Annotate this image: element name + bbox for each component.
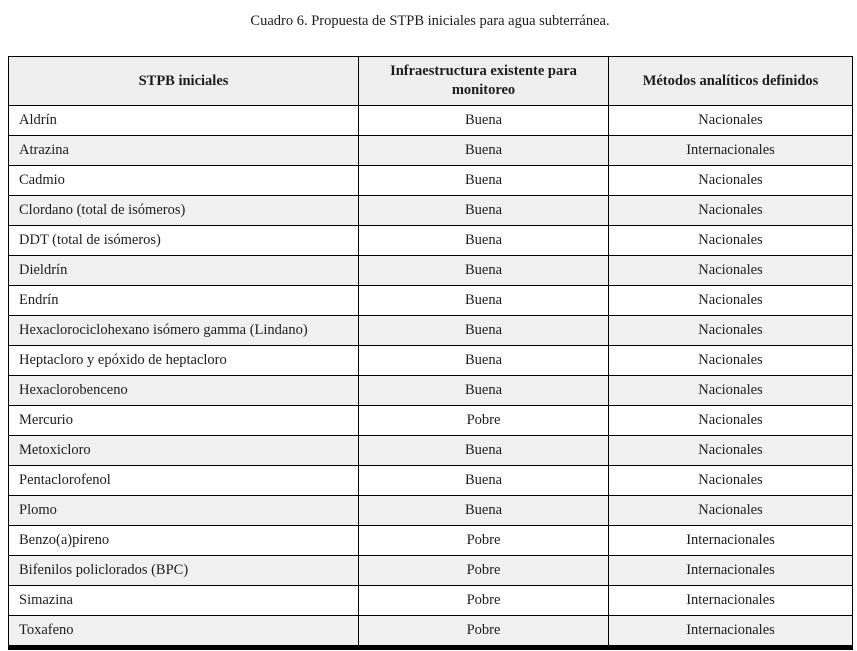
- cell-infrastructure: Pobre: [359, 526, 609, 556]
- cell-substance: Pentaclorofenol: [9, 466, 359, 496]
- table-row: [9, 406, 853, 436]
- table-row: [9, 256, 853, 286]
- cell-substance: Cadmio: [9, 166, 359, 196]
- cell-infrastructure: Buena: [359, 436, 609, 466]
- table-row: [9, 286, 853, 316]
- cell-substance: Endrín: [9, 286, 359, 316]
- cell-infrastructure: Buena: [359, 256, 609, 286]
- cell-substance: Atrazina: [9, 136, 359, 166]
- cell-methods: Nacionales: [609, 316, 853, 346]
- header-row: [9, 57, 853, 106]
- table-row: [9, 166, 853, 196]
- cell-infrastructure: Buena: [359, 496, 609, 526]
- cell-methods: Nacionales: [609, 406, 853, 436]
- cell-methods: Nacionales: [609, 496, 853, 526]
- table-row: [9, 526, 853, 556]
- cell-substance: Dieldrín: [9, 256, 359, 286]
- cell-methods: Nacionales: [609, 166, 853, 196]
- stpb-table: [8, 56, 853, 650]
- cell-infrastructure: Buena: [359, 346, 609, 376]
- cell-infrastructure: Buena: [359, 106, 609, 136]
- cell-infrastructure: Pobre: [359, 556, 609, 586]
- cell-methods: Nacionales: [609, 466, 853, 496]
- table-header: [9, 57, 853, 106]
- cell-infrastructure: Buena: [359, 376, 609, 406]
- cell-methods: Internacionales: [609, 616, 853, 648]
- cell-methods: Internacionales: [609, 556, 853, 586]
- cell-substance: Hexaclorobenceno: [9, 376, 359, 406]
- table-body: [9, 106, 853, 648]
- cell-infrastructure: Buena: [359, 196, 609, 226]
- table-row: [9, 226, 853, 256]
- cell-substance: Toxafeno: [9, 616, 359, 648]
- cell-methods: Nacionales: [609, 256, 853, 286]
- cell-substance: Clordano (total de isómeros): [9, 196, 359, 226]
- cell-infrastructure: Buena: [359, 466, 609, 496]
- cell-infrastructure: Buena: [359, 226, 609, 256]
- table-row: [9, 466, 853, 496]
- cell-substance: Hexaclorociclohexano isómero gamma (Lindano): [9, 316, 359, 346]
- table-row: [9, 616, 853, 648]
- cell-substance: Simazina: [9, 586, 359, 616]
- cell-methods: Internacionales: [609, 526, 853, 556]
- cell-infrastructure: Pobre: [359, 586, 609, 616]
- cell-substance: Metoxicloro: [9, 436, 359, 466]
- table-row: [9, 586, 853, 616]
- cell-infrastructure: Buena: [359, 286, 609, 316]
- cell-infrastructure: Pobre: [359, 616, 609, 648]
- column-header-stpb: STPB iniciales: [9, 57, 359, 106]
- cell-infrastructure: Buena: [359, 316, 609, 346]
- cell-substance: Bifenilos policlorados (BPC): [9, 556, 359, 586]
- cell-methods: Nacionales: [609, 286, 853, 316]
- table-row: [9, 316, 853, 346]
- cell-substance: Plomo: [9, 496, 359, 526]
- column-header-methods: Métodos analíticos definidos: [609, 57, 853, 106]
- cell-substance: Heptacloro y epóxido de heptacloro: [9, 346, 359, 376]
- table-caption: Cuadro 6. Propuesta de STPB iniciales para agua subterránea.: [250, 13, 610, 29]
- cell-substance: DDT (total de isómeros): [9, 226, 359, 256]
- cell-methods: Nacionales: [609, 376, 853, 406]
- cell-substance: Benzo(a)pireno: [9, 526, 359, 556]
- cell-methods: Nacionales: [609, 226, 853, 256]
- cell-infrastructure: Buena: [359, 166, 609, 196]
- cell-methods: Nacionales: [609, 346, 853, 376]
- cell-methods: Internacionales: [609, 136, 853, 166]
- table-row: [9, 556, 853, 586]
- table-row: [9, 136, 853, 166]
- cell-methods: Nacionales: [609, 436, 853, 466]
- cell-substance: Aldrín: [9, 106, 359, 136]
- table-row: [9, 496, 853, 526]
- cell-substance: Mercurio: [9, 406, 359, 436]
- table-row: [9, 346, 853, 376]
- table-row: [9, 196, 853, 226]
- table-row: [9, 436, 853, 466]
- table-row: [9, 376, 853, 406]
- cell-methods: Internacionales: [609, 586, 853, 616]
- cell-infrastructure: Pobre: [359, 406, 609, 436]
- cell-methods: Nacionales: [609, 196, 853, 226]
- table-row: [9, 106, 853, 136]
- cell-infrastructure: Buena: [359, 136, 609, 166]
- column-header-infrastructure: Infraestructura existente para monitoreo: [359, 57, 609, 106]
- cell-methods: Nacionales: [609, 106, 853, 136]
